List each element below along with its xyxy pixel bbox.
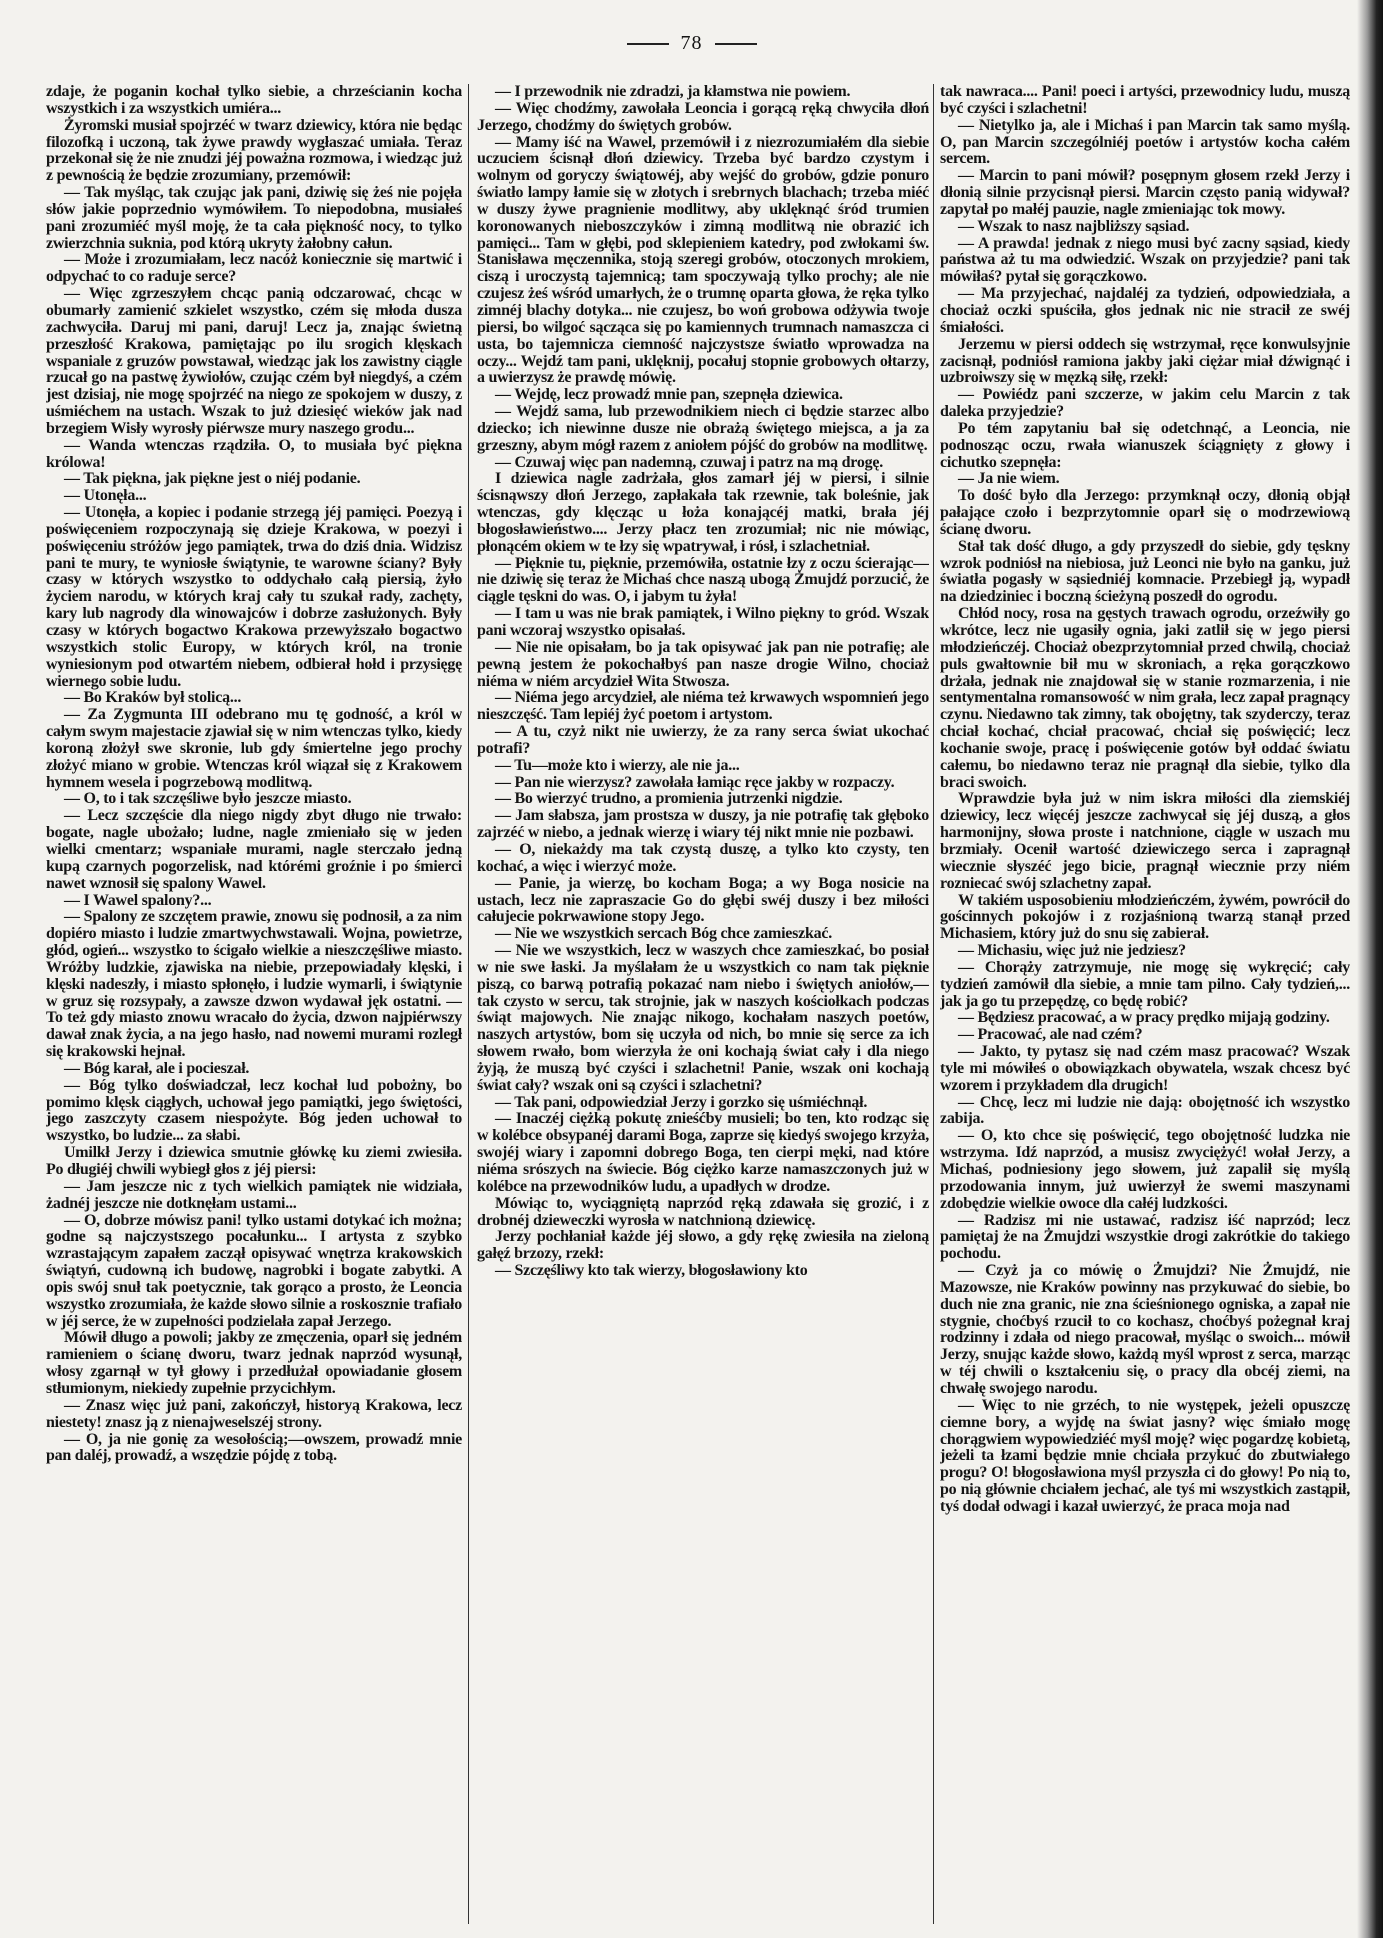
paragraph: — A prawda! jednak z niego musi być zacny sąsiad, kiedy państwa aż tu ma odwiedzić. Wszak on przyjedzie? pani tak mówiłaś? pytał się gorączkowo. xyxy=(940,234,1350,286)
paragraph: — O, to i tak szczęśliwe było jeszcze miasto. xyxy=(64,790,352,808)
paragraph: — Utonęła... xyxy=(64,487,147,505)
paragraph: — Tak piękna, jak piękne jest o niéj podanie. xyxy=(64,470,361,488)
text-column-right xyxy=(940,84,1350,1924)
paragraph: — Bo Kraków był stolicą... xyxy=(64,689,242,707)
paragraph: — Może i zrozumiałam, lecz nacóż koniecznie się martwić i odpychać to co raduje serce? xyxy=(46,251,462,286)
column-divider xyxy=(468,84,469,1924)
paragraph: — O, kto chce się poświęcić, tego obojętność ludzka nie wstrzyma. Idź naprzód, a musisz zwyciężyć! wołał Jerzy, a Michaś, podniesiony jego słowem, już zapalił się myślą przodowania innym, już uwierzył że swemi maszynami zdobędzie wielkie owoce dla całéj ludzkości. xyxy=(940,1127,1350,1212)
page-number-dash xyxy=(627,43,669,45)
paragraph: Stał tak dość długo, a gdy przyszedł do siebie, gdy tęskny wzrok podniósł na niebiosa, już Leonci nie było na ganku, już światła pogasły w sąsiedniéj komnacie. Przebiegł ją, wypadł na dziedziniec i boczną ścieżyną poszedł do ogrodu. xyxy=(940,537,1350,606)
paragraph: Mówił długo a powoli; jakby ze zmęczenia, oparł się jedném ramieniem o ścianę dworu, twarz jednak naprzód wysunął, włosy zgarnął w tył głowy i przedłużał opowiadanie głosem stłumionym, niekiedy zupełnie przycichłym. xyxy=(46,1329,462,1397)
paragraph: — Spalony ze szczętem prawie, znowu się podnosił, a za nim dopiéro miasto i ludzie zmartwychwstawali. Wojna, powietrze, głód, ogień... wszystko to ścigało wielkie a nieszczęśliwe miasto. Wróżby ludzkie, zjawiska na niebie, przepowiadały klęski, i klęski nadeszły, i miasto spłonęło, i ludzie wymarli, i świątynie w gruz się rozsypały, a zawsze dzwon wydawał jęk ostatni. — To też gdy miasto znowu wracało do życia, dzwon najpiérwszy dawał znak życia, a na jego hasło, nad nowemi murami rozległ się krakowski hejnał. xyxy=(46,908,462,1061)
paragraph: — Pan nie wierzysz? zawołała łamiąc ręce jakby w rozpaczy. xyxy=(495,773,895,791)
page-number-dash xyxy=(715,43,757,45)
paragraph: — Będziesz pracować, a w pracy prędko mijają godziny. xyxy=(958,1009,1330,1027)
column-divider xyxy=(933,84,934,1924)
paragraph: — Niéma jego arcydzieł, ale niéma też krwawych wspomnień jego nieszczęść. Tam lepiéj żyć poetom i artystom. xyxy=(477,689,929,724)
paragraph: To dość było dla Jerzego: przymknął oczy, dłonią objął pałające czoło i bezprzytomnie oparł się o modrzewiową ścianę dworu. xyxy=(940,487,1350,538)
paragraph: — Radzisz mi nie ustawać, radzisz iść naprzód; lecz pamiętaj że na Żmujdzi wszystkie drogi zakrótkie do takiego pochodu. xyxy=(940,1211,1350,1263)
paragraph: — Ja nie wiem. xyxy=(958,470,1060,488)
paragraph: — I przewodnik nie zdradzi, ja kłamstwa nie powiem. xyxy=(495,84,851,100)
paragraph: Umilkł Jerzy i dziewica smutnie główkę ku ziemi zwiesiła. Po długiéj chwili wybiegł głos z jéj piersi: xyxy=(46,1144,462,1178)
paragraph: — Jam słabsza, jam prostsza w duszy, ja nie potrafię tak głęboko zajrzéć w niebo, a jednak wierzę i wiary téj nikt mnie nie pozbawi. xyxy=(477,807,929,842)
paragraph: — Chcę, lecz mi ludzie nie dają: obojętność ich wszystko zabija. xyxy=(940,1093,1350,1128)
paragraph: Jerzemu w piersi oddech się wstrzymał, ręce konwulsyjnie zacisnął, podniósł ramiona jakby jaki ciężar miał dźwignąć i uzbroiwszy się w męzką siłę, rzekł: xyxy=(940,335,1350,387)
paragraph: — Michasiu, więc już nie jedziesz? xyxy=(958,942,1186,960)
paragraph: — Lecz szczęście dla niego nigdy zbyt długo nie trwało: bogate, nagle ubożało; ludne, nagle zmieniało się w jeden wielki cmentarz; wspaniałe murami, nagle sterczało jedną kupą czarnych pogorzelisk, nad którémi groźnie i po śmierci nawet wznosił się spalony Wawel. xyxy=(46,807,462,892)
paragraph: — Za Zygmunta III odebrano mu tę godność, a król w całym swym majestacie zjawiał się w nim wtenczas tylko, kiedy koroną złożył swe skronie, lub gdy śmiertelne jego prochy złożyć miano w grobie. Wtenczas król wiązał się z Krakowem hymnem wesela i pogrzebową modlitwą. xyxy=(46,706,462,791)
paragraph: — Jakto, ty pytasz się nad czém masz pracować? Wszak tyle mi mówiłeś o obowiązkach obywatela, wszak chcesz być wzorem i przykładem dla drugich! xyxy=(940,1043,1350,1094)
paragraph: — Bóg tylko doświadczał, lecz kochał lud pobożny, bo pomimo klęsk ciągłych, uchował jego pamiątki, jego świętości, jego zaszczyty czasem niespożyte. Bóg jeden uchował to wszystko, bo ludzie... za słabi. xyxy=(46,1076,462,1145)
paragraph: I dziewica nagle zadrżała, głos zamarł jéj w piersi, i silnie ścisnąwszy dłoń Jerzego, zapłakała tak rzewnie, tak boleśnie, jak wtenczas, gdy klęcząc u łoża konającéj matki, brała jéj błogosławieństwo.... Jerzy płacz ten zrozumiał; nic nie mówiąc, płonącém okiem w te łzy się wpatrywał, i rósł, i szlachetniał. xyxy=(477,470,929,555)
paragraph: — Inaczéj ciężką pokutę znieśćby musieli; bo ten, kto rodząc się w kolébce obsypanéj darami Boga, zaprze się kiedyś swojego krzyża, swojéj wiary i zapomni dobrego Boga, ten cierpi męki, nad które niéma srószych na świecie. Bóg ciężko karze namaszczonych już w kolébce na przewodników ludu, a upadłych w drodze. xyxy=(477,1110,929,1195)
paragraph: tak nawraca.... Pani! poeci i artyści, przewodnicy ludu, muszą być czyści i szlachetni! xyxy=(940,84,1350,117)
page-binding-edge xyxy=(1357,0,1383,1938)
paragraph: — Pięknie tu, pięknie, przemówiła, ostatnie łzy z oczu ścierając—nie dziwię się teraz że Michaś chce naszą ubogą Żmujdź porzucić, że ciągle tęskni do was. O, i jabym tu żyła! xyxy=(477,554,929,606)
paragraph: — Więc to nie grzéch, to nie występek, jeżeli opuszczę ciemne bory, a wyjdę na świat jasny? więc śmiało mogę chorągwiem wypowiedziéć myśl moję? więc pogardzę kobietą, jeżeli ta łzami będzie mnie chciała przykuć do zbutwiałego progu? O! błogosławiona myśl przyszła ci do głowy! Po nią to, po nią głównie chciałem jechać, ale tyś mi wszystkich zastąpił, tyś dodał odwagi i kazał uwierzyć, że praca moja nad xyxy=(940,1396,1350,1515)
paragraph: — O, dobrze mówisz pani! tylko ustami dotykać ich można; godne są najczystszego pocałunku... I artysta z szybko wzrastającym zapałem zaczął opisywać wnętrza krakowskich świątyń, cudowną ich budowę, nagrobki i bogate zabytki. A opis swój snuł tak poetycznie, tak gorąco a prosto, że Leoncia wszystko zrozumiała, że każde słowo silnie a roskosznie trafiało w jéj serce, że w zupełności podzielała zapał Jerzego. xyxy=(46,1211,462,1330)
paragraph: — Więc zgrzeszyłem chcąc panią odczarować, chcąc w obumarły zamienić szkielet wszystko, czém się młoda dusza zachwyciła. Daruj mi pani, daruj! Lecz ja, znając świetną przeszłość Krakowa, pamiętając po ilu srogich klęskach wspaniale z gruzów powstawał, wiedząc jak los zawistny ciągle rzucał go na pastwę żywiołów, czując czém był niegdyś, a czém jest dzisiaj, nie mogę spojrzéć na niego ze spokojem w duszy, z uśmiéchem na ustach. Wszak to już dziesięć wieków jak nad brzegiem Wisły wyrosły piérwsze mury naszego grodu... xyxy=(46,285,462,437)
paragraph: zdaje, że poganin kochał tylko siebie, a chrześcianin kocha wszystkich i za wszystkich umiéra... xyxy=(46,84,462,117)
paragraph: — O, niekażdy ma tak czystą duszę, a tylko kto czysty, ten kochać, a więc i wierzyć może. xyxy=(477,840,929,875)
paragraph: — Wejdę, lecz prowadź mnie pan, szepnęła dziewica. xyxy=(495,386,843,404)
paragraph: — Wanda wtenczas rządziła. O, to musiała być piękna królowa! xyxy=(46,436,462,471)
paragraph: — Nie nie opisałam, bo ja tak opisywać jak pan nie potrafię; ale pewną jestem że pokochałbyś pan nasze drogie Wilno, chociaż niéma w niém arcydzieł Wita Stwosza. xyxy=(477,638,929,690)
paragraph: — Tak pani, odpowiedział Jerzy i gorzko się uśmiéchnął. xyxy=(495,1093,868,1111)
paragraph: — Utonęła, a kopiec i podanie strzegą jéj pamięci. Poezyą i poświęceniem rozpoczynają się dzieje Krakowa, w poezyi i poświęceniu stróżów jego pamiątek, trwa do dziś dnia. Widzisz pani te mury, te wyniosłe świątynie, te warowne ściany? Były czasy w których wszystko to oddychało całą piersią, żyło życiem narodu, w których kraj cały tu szukał rady, zachęty, kary lub nagrody dla winowajców i dobrze zasłużonych. Były czasy w których bogactwo Krakowa przewyższało bogactwo wszystkich stolic Europy, w których król, na tronie wyniesionym pod otwartém niebem, odbierał hołd i przysięgę wiernego sobie ludu. xyxy=(46,504,462,690)
paragraph: — Tu—może kto i wierzy, ale nie ja... xyxy=(495,756,740,774)
paragraph: — Bo wierzyć trudno, a promienia jutrzenki nigdzie. xyxy=(495,790,843,808)
paragraph: — I tam u was nie brak pamiątek, i Wilno piękny to gród. Wszak pani wczoraj wszystko opisałaś. xyxy=(477,605,929,639)
paragraph: — Mamy iść na Wawel, przemówił i z niezrozumiałém dla siebie uczuciem ścisnął dłoń dziewicy. Trzeba być bardzo czystym i wolnym od goryczy świątowéj, aby wejść do grobów, gdzie ponuro światło lampy łamie się w złotych i srebrnych blachach; trzeba miéć w duszy żywe pragnienie modlitwy, aby uklęknąć śród trumien koronowanych nieboszczyków i zimną modlitwą nie obrazić ich pamięci... Tam w głębi, pod sklepieniem katedry, pod zwłokami św. Stanisława męczennika, stoją szeregi grobów, otoczonych mrokiem, ciszą i uroczystą tajemnicą; tam spoczywają tylko prochy; ale nie czujesz żeś wśród umarłych, że o trumnę oparta głowa, że ręka tylko zimnéj blachy dotyka... nie czujesz, bo woń grobowa odżywia twoje piersi, bo wilgoć sącząca się po kamiennych trumnach namaszcza ci usta, bo tajemnicza ciemność najczystsze światło wprowadza na oczy... Wejdź tam pani, uklęknij, pocałuj stopnie grobowych ołtarzy, a uwierzysz że prawdę mówię. xyxy=(477,133,929,387)
paragraph: Żyromski musiał spojrzéć w twarz dziewicy, która nie będąc filozofką i uczoną, tak żywe prawdy wygłaszać umiała. Teraz przekonał się że nie znudzi jéj poważna rozmowa, i wiedząc już z pewnością że będzie zrozumiany, przemówił: xyxy=(46,116,462,185)
paragraph: W takiém usposobieniu młodzieńczém, żywém, powrócił do gościnnych pokojów i z rozjaśnioną twarzą stanął przed Michasiem, który już do snu się zabierał. xyxy=(940,891,1350,943)
paragraph: — I Wawel spalony?... xyxy=(64,891,212,909)
paragraph: Mówiąc to, wyciągniętą naprzód ręką zdawała się grozić, i z drobnéj dzieweczki wyrosła w natchnioną dziewicę. xyxy=(477,1194,929,1229)
paragraph: — Znasz więc już pani, zakończył, historyą Krakowa, lecz niestety! znasz ją z nienajweselszéj strony. xyxy=(46,1396,462,1431)
paragraph: — Panie, ja wierzę, bo kocham Boga; a wy Boga nosicie na ustach, lecz nie zapraszacie Go do głębi swéj duszy i bez miłości całujecie pokrwawione stopy Jego. xyxy=(477,874,929,926)
paragraph: — Więc chodźmy, zawołała Leoncia i gorącą ręką chwyciła dłoń Jerzego, chodźmy do świętych grobów. xyxy=(477,99,929,134)
paragraph: — O, ja nie gonię za wesołością;—owszem, prowadź mnie pan daléj, prowadź, a wszędzie pójdę z tobą. xyxy=(46,1430,462,1465)
paragraph: — Czyż ja co mówię o Żmujdzi? Nie Żmujdź, nie Mazowsze, nie Kraków powinny nas przykuwać do siebie, bo duch nie zna granic, nie zna ścieśnionego ogniska, a zapał nie stygnie, choćbyś rzucił to co kochasz, choćbyś pożegnał kraj rodzinny i zdała od niego pracował, myśląc o swoich... mówił Jerzy, snując każde słowo, każdą myśl wprost z serca, marząc w téj chwili o kształceniu się, o pracy dla obcéj ziemi, na chwałę swojego narodu. xyxy=(940,1262,1350,1397)
paragraph: — Wejdź sama, lub przewodnikiem niech ci będzie starzec albo dziecko; ich niewinne dusze nie obrażą świętego miejsca, a ja za grzeszny, abym mógł razem z aniołem pójść do grobów na modlitwę. xyxy=(477,403,929,454)
paragraph: Chłód nocy, rosa na gęstych trawach ogrodu, orzeźwiły go wkrótce, lecz nie ugasiły ognia, jaki zatlił się w jego piersi młodzieńczéj. Chociaż obezprzytomniał przed chwilą, chociaż puls gwałtownie bił mu w skroniach, a ręka gorączkowo drżała, jednak nie znajdował się w stanie rozmarzenia, i nie sentymentalna romansowość w nim grała, lecz zapał pragnący czynu. Niedawno tak zimny, tak obojętny, tak szyderczy, teraz chciał kochać, chciał pracować, chciał się poświęcić; lecz kochanie swoje, pracę i poświęcenie gotów był oddać światu całemu, bo niedawno teraz nie pragnął dla siebie, tylko dla braci swoich. xyxy=(940,605,1350,791)
paragraph: — Wszak to nasz najbliższy sąsiad. xyxy=(958,217,1190,235)
paragraph: — Czuwaj więc pan nademną, czuwaj i patrz na mą drogę. xyxy=(495,453,883,471)
paragraph: — Chorąży zatrzymuje, nie mogę się wykręcić; cały tydzień zamówił dla siebie, a mnie tam pilno. Cały tydzień,... jak ja go tu przepędzę, co będę robić? xyxy=(940,958,1350,1010)
paragraph: Po tém zapytaniu bał się odetchnąć, a Leoncia, nie podnosząc oczu, rwała wianuszek ściągnięty z głowy i cichutko szepnęła: xyxy=(940,419,1350,471)
paragraph: — Powiédz pani szczerze, w jakim celu Marcin z tak daleka przyjedzie? xyxy=(940,386,1350,421)
paragraph: — Nietylko ja, ale i Michaś i pan Marcin tak samo myślą. O, pan Marcin szczególniéj poetów i artystów kocha całém sercem. xyxy=(940,116,1350,168)
paragraph: Jerzy pochłaniał każde jéj słowo, a gdy rękę zwiesiła na zieloną gałęź brzozy, rzekł: xyxy=(477,1228,929,1263)
paragraph: — Marcin to pani mówił? posępnym głosem rzekł Jerzy i dłonią silnie przycisnął piersi. Marcin często panią widywał? zapytał po małéj pauzie, nagle zmieniając tok mowy. xyxy=(940,167,1350,218)
paragraph: — Szczęśliwy kto tak wierzy, błogosławiony kto xyxy=(495,1262,808,1280)
text-column-middle xyxy=(477,84,929,1924)
paragraph: — Tak myśląc, tak czując jak pani, dziwię się żeś nie pojęła słów jakie poprzednio wymówiłem. To niepodobna, musiałeś pani zrozumiéć myśl moję, że ta cała piękność nocy, to tylko zwierzchnia suknia, pod którą ukryty żałobny całun. xyxy=(46,184,462,252)
page-number xyxy=(0,32,1383,55)
paragraph: Wprawdzie była już w nim iskra miłości dla ziemskiéj dziewicy, lecz więcéj jeszcze zachwycał się jéj duszą, a głos harmonijny, słowa proste i natchnione, ciągle w uszach mu brzmiały. Ocenił wartość dziewiczego serca i zapragnął wiecznie słyszéć jego bicie, pragnął wiecznie przy niém rozniecać swój szlachetny zapał. xyxy=(940,790,1350,892)
paragraph: — Bóg karał, ale i pocieszał. xyxy=(64,1059,250,1077)
paragraph: — Jam jeszcze nic z tych wielkich pamiątek nie widziała, żadnéj jeszcze nie dotknęłam ustami... xyxy=(46,1177,462,1212)
page-number-value: 78 xyxy=(680,32,703,54)
paragraph: — Pracować, ale nad czém? xyxy=(958,1026,1143,1044)
paragraph: — Ma przyjechać, najdaléj za tydzień, odpowiedziała, a chociaż oczki spuściła, głos jednak nic nie stracił ze swéj śmiałości. xyxy=(940,285,1350,336)
paragraph: — Nie we wszystkich, lecz w waszych chce zamieszkać, bo posiał w nie swe łaski. Ja myślałam że u wszystkich co nam tak pięknie piszą, co barwą potrafią pokazać nam niebo i świętych aniołów,—tak czysto w sercu, tak strojnie, jak w naszych kościołkach podczas świąt majowych. Nie znając nikogo, kochałam naszych poetów, naszych artystów, bom się uczyła od nich, bo mnie się serce za ich słowem rwało, bom wierzyła że oni kochają świat cały i dla niego żyją, że muszą być czyści i szlachetni! Panie, wszak oni kochają świat cały? wszak oni są czyści i szlachetni? xyxy=(477,942,929,1094)
paragraph: — A tu, czyż nikt nie uwierzy, że za rany serca świat ukochać potrafi? xyxy=(477,723,929,757)
paragraph: — Nie we wszystkich sercach Bóg chce zamieszkać. xyxy=(495,925,832,943)
text-column-left xyxy=(46,84,462,1924)
